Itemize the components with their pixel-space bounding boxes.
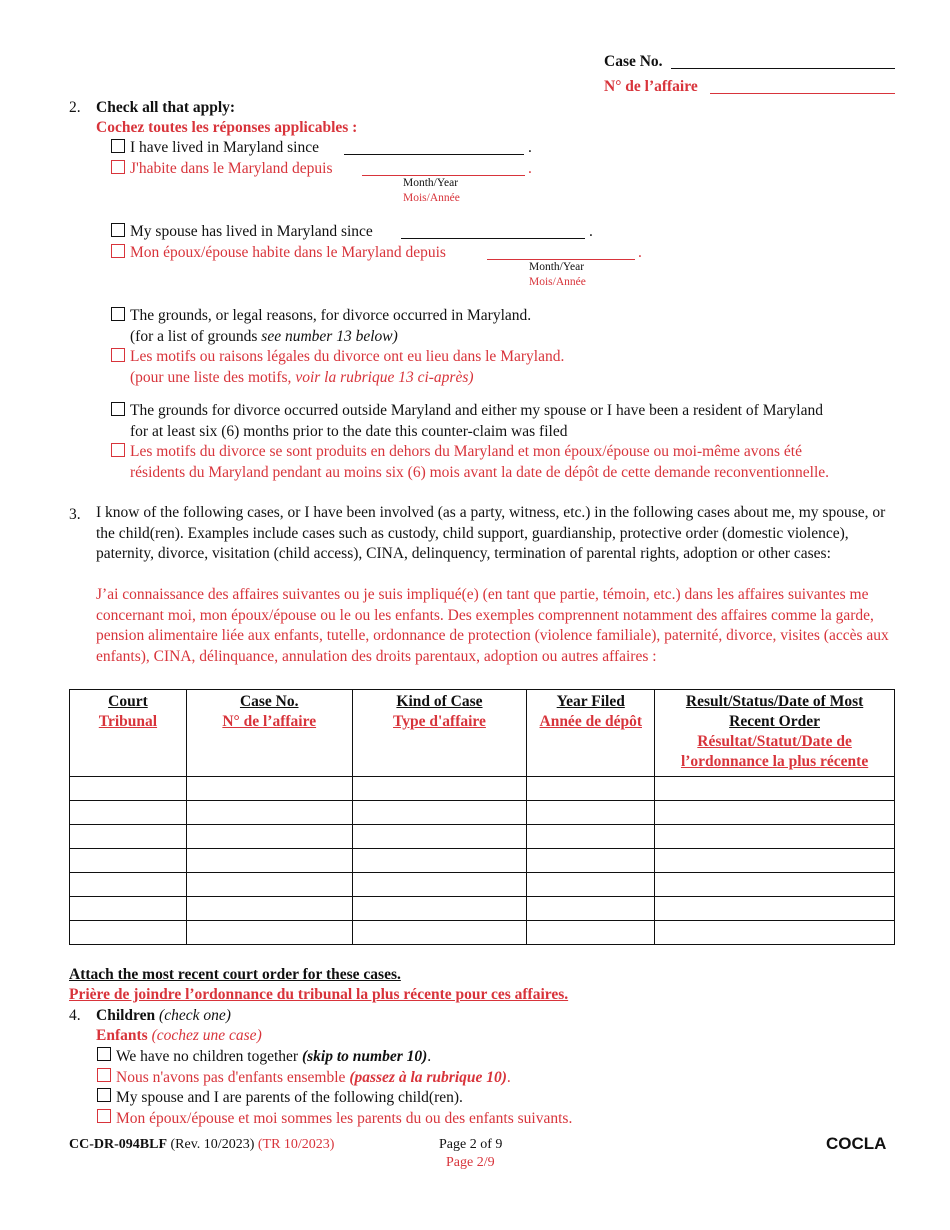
table-cell-input[interactable] — [527, 777, 655, 801]
no-children-label-fr: Nous n'avons pas d'enfants ensemble (passez à la rubrique 10). — [116, 1069, 511, 1086]
column-header-result: Result/Status/Date of Most Recent Order Résultat/Statut/Date de l’ordonnance la plus récente — [655, 690, 895, 777]
page-number: Page 2 of 9 — [439, 1137, 503, 1152]
lived-in-maryland-checkbox-fr[interactable] — [111, 160, 125, 174]
have-children-checkbox-fr[interactable] — [97, 1109, 111, 1123]
table-row — [70, 777, 895, 801]
spouse-lived-since-field-fr[interactable] — [487, 259, 635, 260]
have-children-label-fr: Mon époux/épouse et moi sommes les parents du ou des enfants suivants. — [116, 1110, 573, 1127]
lived-in-maryland-label-fr: J'habite dans le Maryland depuis — [130, 160, 333, 177]
spouse-lived-checkbox-fr[interactable] — [111, 244, 125, 258]
table-cell-input[interactable] — [352, 849, 527, 873]
column-header-court: Court Tribunal — [70, 690, 187, 777]
table-cell-input[interactable] — [527, 849, 655, 873]
month-year-caption-fr: Mois/Année — [403, 192, 460, 204]
table-row — [70, 825, 895, 849]
table-cell-input[interactable] — [186, 849, 352, 873]
grounds-in-maryland-checkbox-fr[interactable] — [111, 348, 125, 362]
section-4-title: Children (check one) — [96, 1007, 231, 1024]
have-children-checkbox[interactable] — [97, 1088, 111, 1102]
grounds-outside-label-fr-line2: résidents du Maryland pendant au moins six (6) mois avant la date de dépôt de cette demande reconventionnelle. — [130, 464, 829, 481]
table-cell-input[interactable] — [186, 825, 352, 849]
table-cell-input[interactable] — [655, 801, 895, 825]
column-header-year: Year Filed Année de dépôt — [527, 690, 655, 777]
table-cell-input[interactable] — [655, 921, 895, 945]
table-cell-input[interactable] — [655, 897, 895, 921]
form-id: CC-DR-094BLF (Rev. 10/2023) (TR 10/2023) — [69, 1137, 335, 1152]
lived-since-field-fr[interactable] — [362, 175, 525, 176]
table-cell-input[interactable] — [527, 921, 655, 945]
column-header-kind: Kind of Case Type d'affaire — [352, 690, 527, 777]
table-cell-input[interactable] — [655, 777, 895, 801]
section-3-text-fr: J’ai connaissance des affaires suivantes ou je suis impliqué(e) (en tant que partie, témoin, etc.) dans les affaires suivantes me concernant moi, mon époux/épouse ou le ou les enfants. Des exemples comprennent notamment des affaires comme la garde, pension alimentaire liée aux enfants, tutelle, ordonnance de protection (violence familiale), paternité, divorce, visites (accès aux enfants), CINA, délinquance, annulation des droits parentaux, adoption ou autres affaires : — [96, 586, 889, 665]
section-2-title: Check all that apply: — [96, 99, 236, 116]
table-cell-input[interactable] — [352, 777, 527, 801]
grounds-outside-checkbox[interactable] — [111, 402, 125, 416]
grounds-outside-label-line1: The grounds for divorce occurred outside Maryland and either my spouse or I have been a resident of Maryland — [130, 402, 823, 419]
grounds-outside-label-line2: for at least six (6) months prior to the date this counter-claim was filed — [130, 423, 568, 440]
month-year-caption: Month/Year — [403, 177, 459, 189]
attach-order-note: Attach the most recent court order for these cases. — [69, 966, 401, 983]
table-cell-input[interactable] — [70, 777, 187, 801]
table-cell-input[interactable] — [186, 801, 352, 825]
table-row — [70, 897, 895, 921]
column-header-case-no: Case No. N° de l’affaire — [186, 690, 352, 777]
period: . — [528, 139, 532, 156]
case-no-label: Case No. — [604, 53, 663, 70]
month-year-caption: Month/Year — [529, 261, 585, 273]
table-row — [70, 849, 895, 873]
table-cell-input[interactable] — [186, 897, 352, 921]
table-cell-input[interactable] — [70, 825, 187, 849]
table-cell-input[interactable] — [352, 801, 527, 825]
grounds-in-maryland-checkbox[interactable] — [111, 307, 125, 321]
table-cell-input[interactable] — [527, 873, 655, 897]
spouse-lived-label: My spouse has lived in Maryland since — [130, 223, 373, 240]
table-header-row — [70, 690, 895, 777]
table-row — [70, 801, 895, 825]
spouse-lived-since-field[interactable] — [401, 238, 585, 239]
period: . — [528, 160, 532, 177]
table-cell-input[interactable] — [655, 825, 895, 849]
table-cell-input[interactable] — [70, 849, 187, 873]
no-children-checkbox[interactable] — [97, 1047, 111, 1061]
period: . — [638, 244, 642, 261]
case-no-label-fr: N° de l’affaire — [604, 78, 698, 95]
table-cell-input[interactable] — [527, 897, 655, 921]
table-cell-input[interactable] — [352, 873, 527, 897]
form-code: COCLA — [826, 1134, 887, 1153]
period: . — [589, 223, 593, 240]
grounds-outside-checkbox-fr[interactable] — [111, 443, 125, 457]
grounds-note-fr: (pour une liste des motifs, voir la rubrique 13 ci-après) — [130, 369, 474, 386]
table-cell-input[interactable] — [527, 825, 655, 849]
section-3-number: 3. — [69, 506, 81, 523]
table-cell-input[interactable] — [527, 801, 655, 825]
no-children-checkbox-fr[interactable] — [97, 1068, 111, 1082]
table-cell-input[interactable] — [655, 873, 895, 897]
grounds-in-maryland-label-fr: Les motifs ou raisons légales du divorce ont eu lieu dans le Maryland. — [130, 348, 565, 365]
attach-order-note-fr: Prière de joindre l’ordonnance du tribunal la plus récente pour ces affaires. — [69, 986, 569, 1003]
grounds-note: (for a list of grounds see number 13 below) — [130, 328, 398, 345]
month-year-caption-fr: Mois/Année — [529, 276, 586, 288]
table-cell-input[interactable] — [352, 921, 527, 945]
spouse-lived-checkbox[interactable] — [111, 223, 125, 237]
have-children-label: My spouse and I are parents of the following child(ren). — [116, 1089, 463, 1106]
table-cell-input[interactable] — [70, 921, 187, 945]
table-row — [70, 921, 895, 945]
table-cell-input[interactable] — [70, 897, 187, 921]
lived-in-maryland-checkbox[interactable] — [111, 139, 125, 153]
section-2-number: 2. — [69, 99, 81, 116]
table-cell-input[interactable] — [352, 897, 527, 921]
table-cell-input[interactable] — [186, 777, 352, 801]
section-4-title-fr: Enfants (cochez une case) — [96, 1027, 262, 1044]
no-children-label: We have no children together (skip to number 10). — [116, 1048, 432, 1065]
grounds-in-maryland-label: The grounds, or legal reasons, for divorce occurred in Maryland. — [130, 307, 532, 324]
case-no-field[interactable] — [671, 68, 895, 69]
table-cell-input[interactable] — [655, 849, 895, 873]
section-3-text: I know of the following cases, or I have been involved (as a party, witness, etc.) in the following cases about me, my spouse, or the child(ren). Examples include cases such as custody, child support, guardianship, protective order (domestic violence), paternity, divorce, visitation (child access), CINA, delinquency, termination of parental rights, adoption or other cases: — [96, 504, 886, 562]
lived-since-field[interactable] — [344, 154, 524, 155]
table-cell-input[interactable] — [352, 825, 527, 849]
table-cell-input[interactable] — [186, 921, 352, 945]
section-4-number: 4. — [69, 1007, 81, 1024]
section-2-title-fr: Cochez toutes les réponses applicables : — [96, 119, 358, 136]
page-number-fr: Page 2/9 — [446, 1155, 495, 1170]
table-cell-input[interactable] — [186, 873, 352, 897]
table-cell-input[interactable] — [70, 873, 187, 897]
table-row — [70, 873, 895, 897]
cases-table — [69, 689, 895, 945]
grounds-outside-label-fr-line1: Les motifs du divorce se sont produits en dehors du Maryland et mon époux/épouse ou moi-même avons été — [130, 443, 802, 460]
lived-in-maryland-label: I have lived in Maryland since — [130, 139, 319, 156]
spouse-lived-label-fr: Mon époux/épouse habite dans le Maryland depuis — [130, 244, 446, 261]
table-cell-input[interactable] — [70, 801, 187, 825]
case-no-field-fr[interactable] — [710, 93, 895, 94]
